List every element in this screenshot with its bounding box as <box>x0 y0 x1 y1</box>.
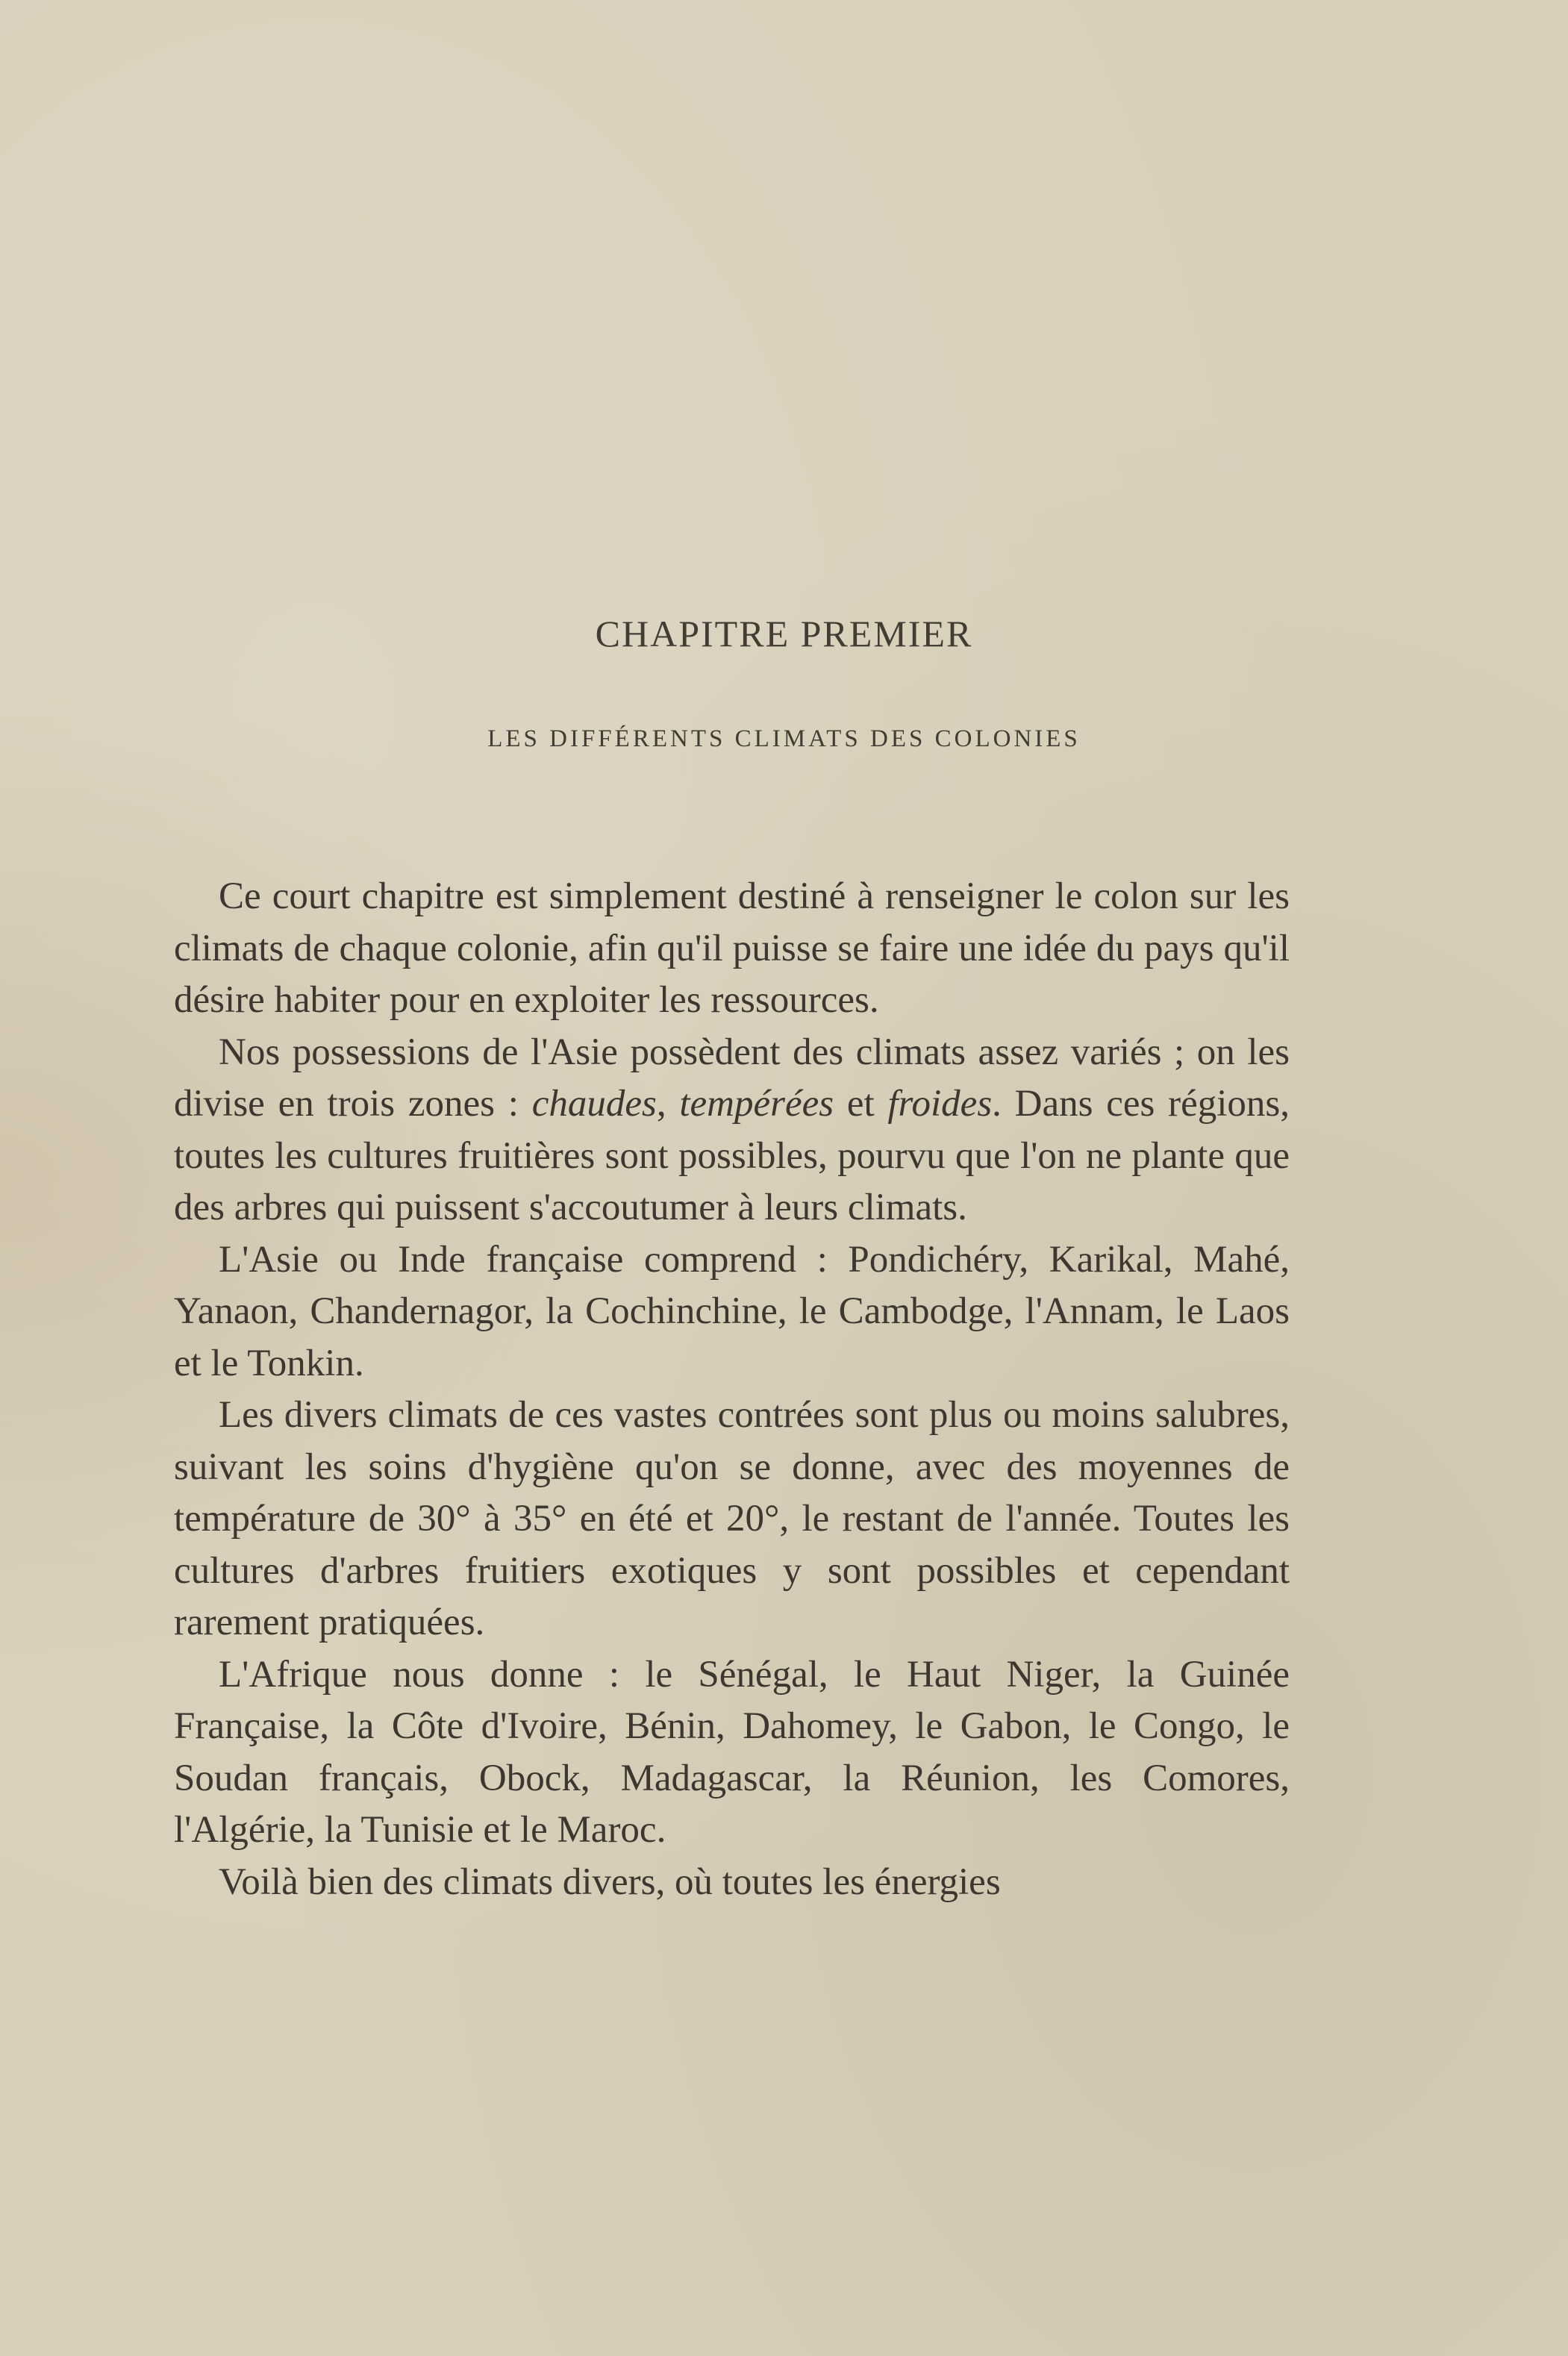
emphasis-froides: froides <box>887 1083 993 1125</box>
paragraph-3: L'Asie ou Inde française comprend : Pondichéry, Karikal, Mahé, Yanaon, Chandernagor, la Cochinchine, le Cambodge, l'Annam, le Laos et le Tonkin. <box>174 1238 1290 1384</box>
paragraph-2-text-a: Nos possessions de l'Asie possèdent des climats assez variés ; on les divise en trois zones : <box>174 1031 1290 1125</box>
paragraph-5: L'Afrique nous donne : le Sénégal, le Haut Niger, la Guinée Française, la Côte d'Ivoire, Bénin, Dahomey, le Gabon, le Congo, le Soudan français, Obock, Madagascar, la Réunion, les Comores, l'Algérie, la Tunisie et le Maroc. <box>174 1653 1290 1851</box>
emphasis-temperees: tempérées <box>679 1083 834 1125</box>
paragraph-6: Voilà bien des climats divers, où toutes les énergies <box>219 1860 1001 1903</box>
paragraph-2 <box>174 1027 1290 1234</box>
body-text <box>174 871 1290 1908</box>
paragraph-2-text-b: . Dans ces régions, toutes les cultures fruitières sont possibles, pourvu que l'on ne plante que des arbres qui puissent s'accoutumer à leurs climats. <box>174 1083 1290 1228</box>
paragraph-2-separator-2: et <box>834 1083 888 1125</box>
chapter-subtitle: LES DIFFÉRENTS CLIMATS DES COLONIES <box>487 725 1081 752</box>
chapter-title: CHAPITRE PREMIER <box>595 613 973 654</box>
paragraph-1: Ce court chapitre est simplement destiné à renseigner le colon sur les climats de chaque colonie, afin qu'il puisse se faire une idée du pays qu'il désire habiter pour en exploiter les ressources. <box>174 875 1290 1021</box>
paragraph-4: Les divers climats de ces vastes contrées sont plus ou moins salubres, suivant les soins d'hygiène qu'on se donne, avec des moyennes de température de 30° à 35° en été et 20°, le restant de l'année. Toutes les cultures d'arbres fruitiers exotiques y sont possibles et cependant rarement pratiquées. <box>174 1394 1290 1643</box>
emphasis-chaudes: chaudes <box>531 1083 657 1125</box>
paragraph-2-separator-1: , <box>656 1083 680 1125</box>
